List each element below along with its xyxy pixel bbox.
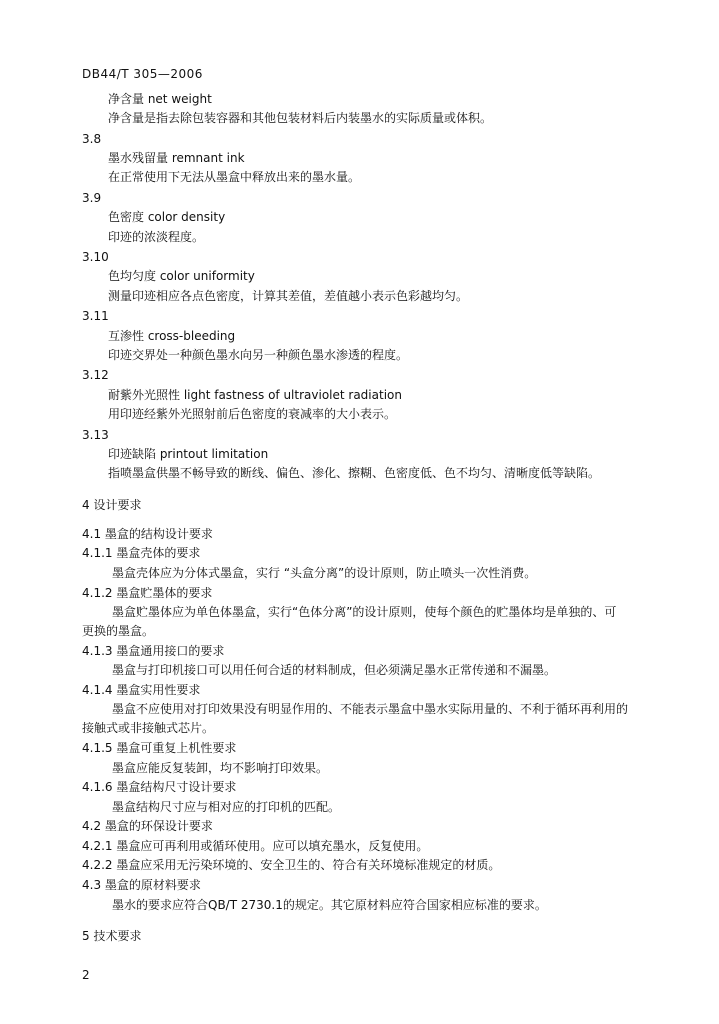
subsection-heading: 4.1.5 墨盒可重复上机性要求 bbox=[82, 741, 237, 755]
section-heading: 4 设计要求 bbox=[82, 498, 142, 512]
term-title: 耐紫外光照性 light fastness of ultraviolet radiation bbox=[108, 388, 402, 402]
subsection-heading: 4.1.2 墨盒贮墨体的要求 bbox=[82, 586, 213, 600]
term-definition: 指喷墨盒供墨不畅导致的断线、偏色、渗化、擦糊、色密度低、色不均匀、清晰度低等缺陷。 bbox=[108, 466, 601, 480]
subsection-heading: 4.1.6 墨盒结构尺寸设计要求 bbox=[82, 780, 237, 794]
term-definition: 净含量是指去除包装容器和其他包装材料后内装墨水的实际质量或体积。 bbox=[108, 111, 493, 125]
paragraph: 墨盒应能反复装卸，均不影响打印效果。 bbox=[112, 761, 329, 775]
term-definition: 在正常使用下无法从墨盒中释放出来的墨水量。 bbox=[108, 170, 361, 184]
term-number: 3.10 bbox=[82, 250, 109, 264]
page-number: 2 bbox=[82, 968, 90, 982]
standard-code: DB44/T 305—2006 bbox=[82, 67, 203, 81]
paragraph: 墨盒贮墨体应为单色体墨盒，实行“色体分离”的设计原则，使每个颜色的贮墨体均是单独的、可 bbox=[112, 605, 617, 619]
subsection-heading: 4.1.3 墨盒通用接口的要求 bbox=[82, 644, 225, 658]
term-definition: 用印迹经紫外光照射前后色密度的衰减率的大小表示。 bbox=[108, 407, 397, 421]
subsection-heading: 4.1.4 墨盒实用性要求 bbox=[82, 683, 201, 697]
paragraph: 墨盒不应使用对打印效果没有明显作用的、不能表示墨盒中墨水实际用量的、不利于循环再利用的 bbox=[112, 702, 629, 716]
term-definition: 印迹交界处一种颜色墨水向另一种颜色墨水渗透的程度。 bbox=[108, 348, 409, 362]
term-title: 墨水残留量 remnant ink bbox=[108, 151, 245, 165]
term-title: 印迹缺陷 printout limitation bbox=[108, 447, 269, 461]
term-title: 净含量 net weight bbox=[108, 92, 212, 106]
paragraph: 墨盒与打印机接口可以用任何合适的材料制成，但必须满足墨水正常传递和不漏墨。 bbox=[112, 663, 557, 677]
term-title: 互渗性 cross-bleeding bbox=[108, 329, 236, 343]
term-title: 色均匀度 color uniformity bbox=[108, 269, 255, 283]
subsection-heading: 4.1.1 墨盒壳体的要求 bbox=[82, 546, 201, 560]
term-definition: 印迹的浓淡程度。 bbox=[108, 230, 205, 244]
term-title: 色密度 color density bbox=[108, 210, 226, 224]
term-number: 3.9 bbox=[82, 191, 102, 205]
term-number: 3.13 bbox=[82, 428, 109, 442]
numbered-clause: 4.2.1 墨盒应可再利用或循环使用。应可以填充墨水，反复使用。 bbox=[82, 839, 429, 853]
term-number: 3.12 bbox=[82, 368, 109, 382]
term-number: 3.11 bbox=[82, 309, 109, 323]
subsection-heading: 4.2 墨盒的环保设计要求 bbox=[82, 819, 213, 833]
paragraph: 墨盒结构尺寸应与相对应的打印机的匹配。 bbox=[112, 800, 341, 814]
paragraph: 墨盒壳体应为分体式墨盒，实行 “头盒分离”的设计原则，防止喷头一次性消费。 bbox=[112, 566, 537, 580]
subsection-heading: 4.3 墨盒的原材料要求 bbox=[82, 878, 201, 892]
subsection-heading: 4.1 墨盒的结构设计要求 bbox=[82, 527, 213, 541]
paragraph-continuation: 更换的墨盒。 bbox=[82, 624, 155, 638]
paragraph: 墨水的要求应符合QB/T 2730.1的规定。其它原材料应符合国家相应标准的要求。 bbox=[112, 898, 547, 912]
term-number: 3.8 bbox=[82, 132, 102, 146]
term-definition: 测量印迹相应各点色密度，计算其差值，差值越小表示色彩越均匀。 bbox=[108, 289, 469, 303]
section-heading: 5 技术要求 bbox=[82, 929, 142, 943]
numbered-clause: 4.2.2 墨盒应采用无污染环境的、安全卫生的、符合有关环境标准规定的材质。 bbox=[82, 858, 501, 872]
paragraph-continuation: 接触式或非接触式芯片。 bbox=[82, 721, 215, 735]
